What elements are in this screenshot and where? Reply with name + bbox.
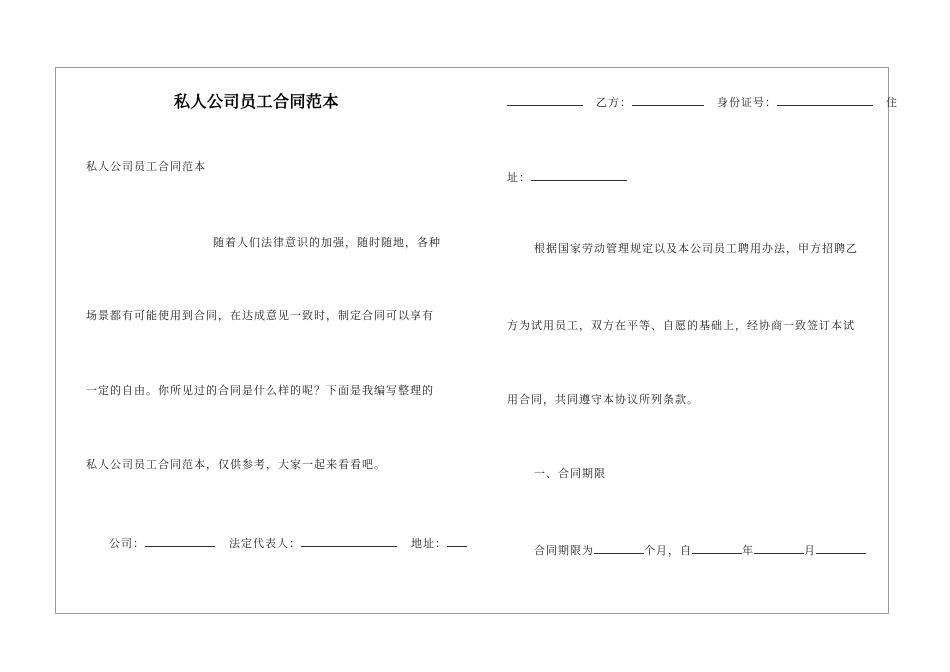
intro-paragraph-line-4: 私人公司员工合同范本，仅供参考，大家一起来看看吧。: [86, 458, 386, 471]
company-label: 公司：: [109, 537, 145, 550]
intro-paragraph-line-3: 一定的自由。你所见过的合同是什么样的呢？下面是我编写整理的: [86, 384, 434, 397]
term-month-label: 个月，自: [644, 544, 692, 557]
address-blank: [447, 535, 467, 547]
term-mon-label: 月: [804, 544, 816, 557]
company-blank: [145, 535, 215, 547]
terms-paragraph-line-1: 根据国家劳动管理规定以及本公司员工聘用办法，甲方招聘乙: [534, 242, 858, 255]
terms-paragraph-line-3: 用合同，共同遵守本协议所列条款。: [507, 393, 699, 406]
intro-paragraph-line-1: 随着人们法律意识的加强，随时随地，各种: [213, 236, 441, 249]
subtitle-text: 私人公司员工合同范本: [86, 160, 206, 173]
company-info-line: [109, 535, 467, 551]
section-heading-contract-term: 一、合同期限: [534, 467, 606, 480]
term-year-label: 年: [742, 544, 754, 557]
document-page-frame: [55, 67, 889, 614]
contract-term-line: [534, 542, 866, 558]
residence-blank: [531, 169, 627, 181]
term-prefix: 合同期限为: [534, 544, 594, 557]
terms-paragraph-line-2: 方为试用员工，双方在平等、自愿的基础上，经协商一致签订本试: [507, 319, 855, 332]
party-a-tail-blank: [507, 94, 583, 106]
legal-rep-blank: [301, 535, 397, 547]
residence-label: 址：: [507, 171, 531, 184]
intro-paragraph-line-2: 场景都有可能使用到合同，在达成意见一致时，制定合同可以享有: [86, 309, 434, 322]
term-months-blank: [594, 542, 644, 554]
party-b-line: [507, 94, 898, 110]
address-label: 地址：: [411, 537, 447, 550]
document-title: 私人公司员工合同范本: [174, 92, 340, 111]
party-b-blank: [632, 94, 704, 106]
id-number-blank: [777, 94, 873, 106]
id-number-label: 身份证号：: [717, 96, 777, 109]
party-b-label: 乙方：: [596, 96, 632, 109]
residence-line: [507, 169, 627, 185]
residence-label-start: 住: [886, 96, 898, 109]
term-month-blank: [754, 542, 804, 554]
term-day-blank: [816, 542, 866, 554]
legal-rep-label: 法定代表人：: [229, 537, 301, 550]
term-year-blank: [692, 542, 742, 554]
